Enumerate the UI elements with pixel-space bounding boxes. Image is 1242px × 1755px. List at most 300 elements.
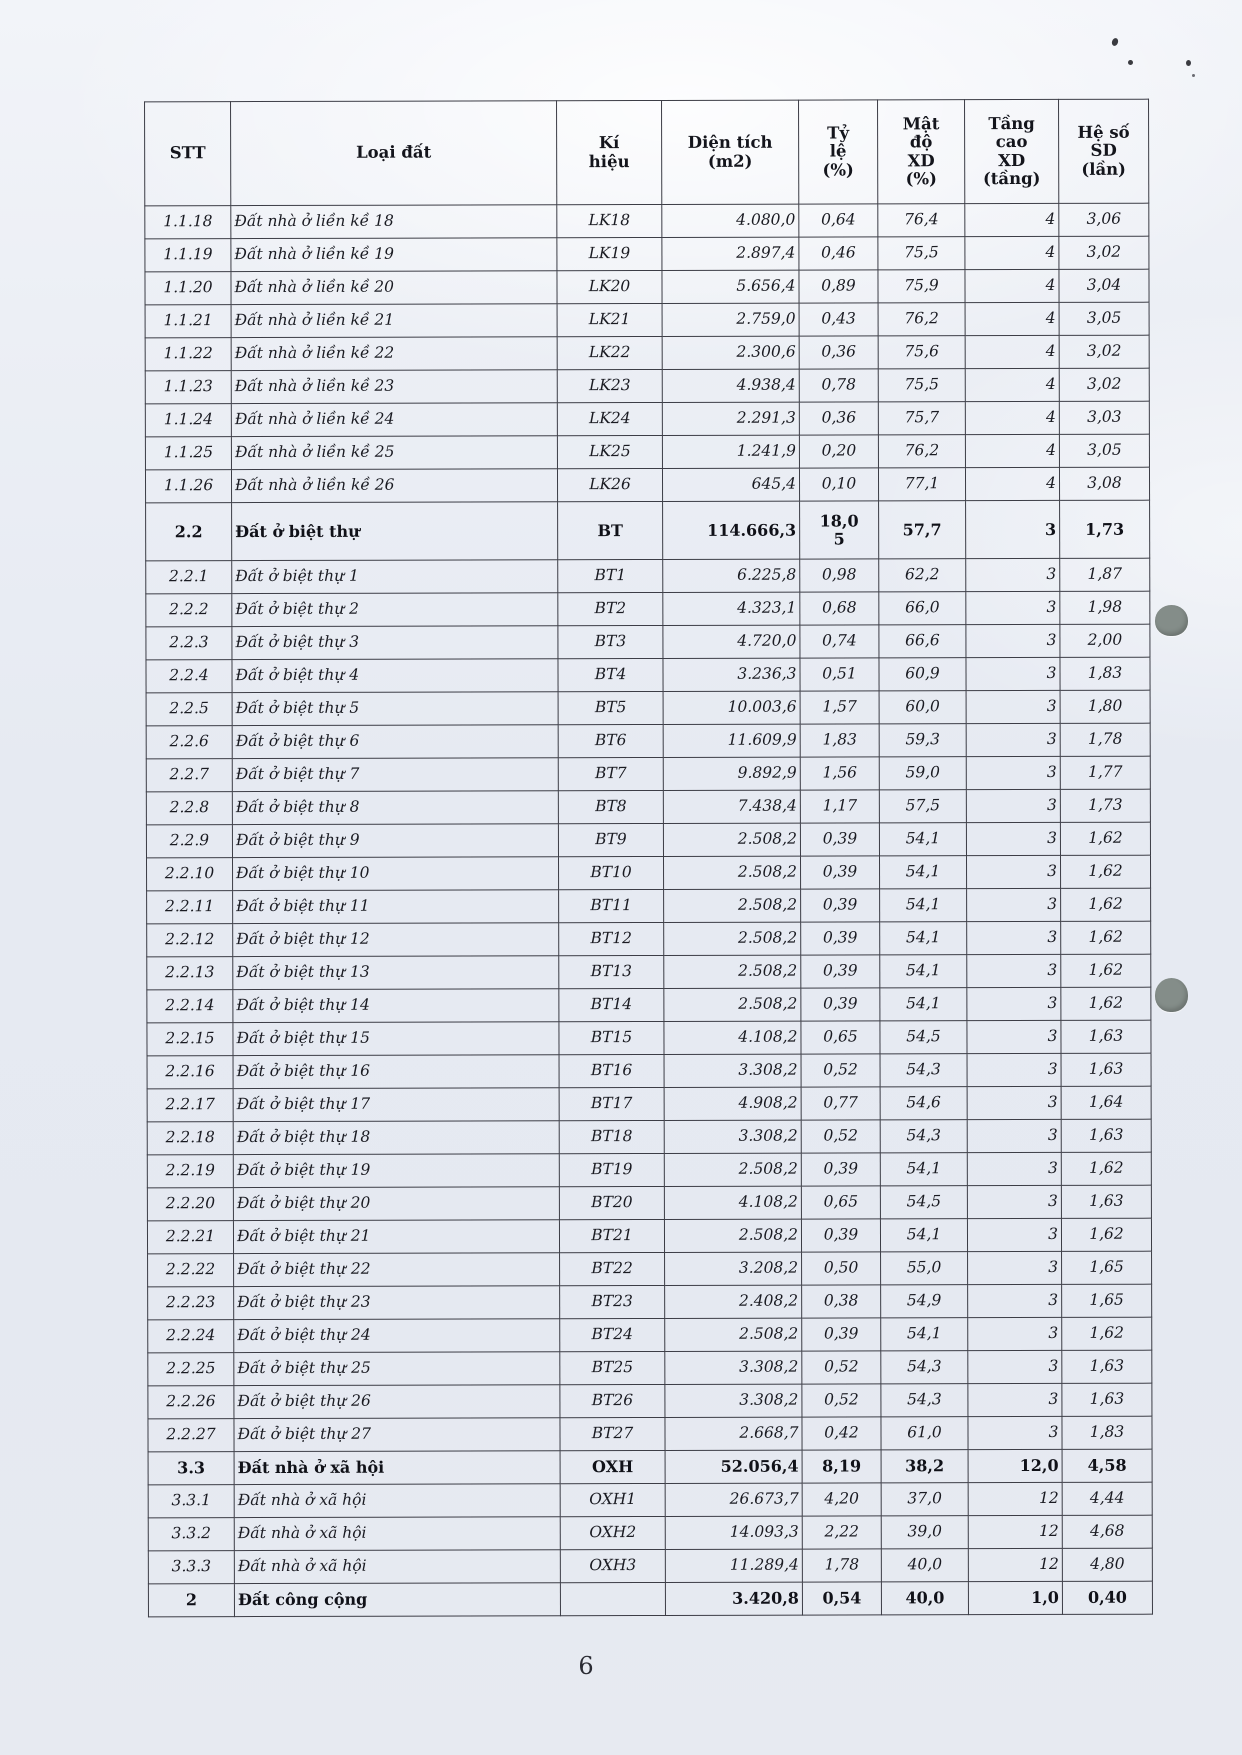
cell-ki_hieu: BT23 [560,1285,665,1318]
cell-loai_dat: Đất ở biệt thự 2 [232,593,558,627]
cell-he_so: 1,63 [1061,1020,1151,1053]
cell-loai_dat: Đất ở biệt thự [232,502,558,561]
cell-he_so: 3,05 [1059,434,1149,467]
cell-ki_hieu: BT2 [558,592,663,625]
cell-dien_tich: 3.308,2 [665,1384,802,1417]
cell-ty_le: 8,19 [802,1450,881,1483]
table-row [148,1416,1152,1452]
cell-loai_dat: Đất ở biệt thự 13 [233,956,559,990]
column-header-stt: STT [145,102,231,206]
cell-loai_dat: Đất ở biệt thự 4 [232,659,558,693]
cell-mat_do: 38,2 [881,1450,968,1483]
cell-stt: 1.1.21 [145,305,231,338]
cell-ty_le: 0,54 [802,1582,881,1615]
cell-loai_dat: Đất nhà ở liền kề 25 [231,436,557,470]
table-row [146,855,1150,891]
cell-loai_dat: Đất ở biệt thự 15 [233,1022,559,1056]
cell-dien_tich: 2.300,6 [662,336,799,369]
cell-ty_le: 0,74 [800,625,879,658]
cell-mat_do: 54,3 [880,1120,967,1153]
table-row [147,987,1151,1023]
cell-loai_dat: Đất ở biệt thự 21 [233,1220,559,1254]
cell-he_so: 3,06 [1059,203,1149,236]
ink-speck [1192,74,1195,77]
cell-mat_do: 54,1 [880,922,967,955]
cell-mat_do: 76,2 [878,435,965,468]
cell-tang_cao: 3 [967,1119,1061,1152]
cell-dien_tich: 114.666,3 [663,501,800,559]
cell-loai_dat: Đất ở biệt thự 24 [234,1319,560,1353]
cell-ki_hieu: OXH3 [560,1549,665,1582]
cell-loai_dat: Đất ở biệt thự 25 [234,1352,560,1386]
table-row [148,1383,1152,1419]
cell-mat_do: 60,0 [879,691,966,724]
cell-loai_dat: Đất nhà ở liền kề 20 [231,271,557,305]
table-row [146,822,1150,858]
cell-ty_le: 0,39 [800,823,879,856]
cell-mat_do: 61,0 [881,1417,968,1450]
land-use-table [144,99,1153,1618]
table-row [147,1218,1151,1254]
cell-dien_tich: 2.508,2 [663,856,800,889]
cell-tang_cao: 3 [966,822,1060,855]
cell-tang_cao: 3 [967,1218,1061,1251]
cell-stt: 2.2.27 [148,1419,234,1452]
table-row [145,302,1149,338]
cell-tang_cao: 12 [968,1482,1062,1515]
cell-tang_cao: 12,0 [968,1449,1062,1482]
cell-tang_cao: 3 [968,1350,1062,1383]
cell-stt: 2.2.20 [147,1188,233,1221]
cell-he_so: 1,65 [1062,1284,1152,1317]
cell-mat_do: 54,1 [881,1318,968,1351]
cell-stt: 1.1.18 [145,206,231,239]
column-header-dien_tich: Diện tích (m2) [662,100,799,204]
cell-dien_tich: 2.508,2 [664,889,801,922]
cell-mat_do: 39,0 [881,1516,968,1549]
table-row [146,789,1150,825]
cell-tang_cao: 4 [965,335,1059,368]
table-row [146,558,1150,594]
cell-dien_tich: 7.438,4 [663,790,800,823]
cell-he_so: 1,64 [1061,1086,1151,1119]
cell-stt: 2.2.9 [146,825,232,858]
cell-dien_tich: 6.225,8 [663,559,800,592]
cell-he_so: 1,62 [1061,921,1151,954]
cell-ki_hieu: OXH2 [560,1516,665,1549]
column-header-ki_hieu: Kí hiệu [557,100,662,204]
cell-he_so: 1,87 [1060,558,1150,591]
cell-loai_dat: Đất ở biệt thự 1 [232,560,558,594]
cell-dien_tich: 2.508,2 [664,922,801,955]
cell-loai_dat: Đất ở biệt thự 7 [232,758,558,792]
cell-ki_hieu: LK22 [557,336,662,369]
cell-dien_tich: 2.291,3 [662,402,799,435]
cell-loai_dat: Đất ở biệt thự 20 [233,1187,559,1221]
cell-dien_tich: 4.323,1 [663,592,800,625]
cell-tang_cao: 3 [966,624,1060,657]
cell-ty_le: 0,98 [800,559,879,592]
cell-stt: 1.1.25 [145,437,231,470]
cell-dien_tich: 2.508,2 [664,955,801,988]
cell-ty_le: 0,52 [802,1384,881,1417]
cell-loai_dat: Đất ở biệt thự 5 [232,692,558,726]
cell-tang_cao: 3 [968,1251,1062,1284]
cell-tang_cao: 12 [968,1548,1062,1581]
cell-ki_hieu: BT7 [558,757,663,790]
cell-ty_le: 0,39 [801,1153,880,1186]
cell-ty_le: 0,50 [802,1252,881,1285]
cell-ty_le: 0,36 [799,402,878,435]
cell-he_so: 1,77 [1060,756,1150,789]
table-row [148,1548,1152,1584]
cell-ki_hieu: LK20 [557,270,662,303]
cell-stt: 3.3.1 [148,1485,234,1518]
cell-loai_dat: Đất nhà ở liền kề 21 [231,304,557,338]
table-row [148,1449,1152,1485]
cell-stt: 2.2 [146,503,232,561]
table-row [147,888,1151,924]
cell-tang_cao: 3 [966,690,1060,723]
cell-ty_le: 0,36 [799,336,878,369]
table-row [145,335,1149,371]
cell-dien_tich: 14.093,3 [665,1516,802,1549]
ink-speck [1111,37,1119,47]
cell-mat_do: 57,7 [879,501,966,559]
cell-loai_dat: Đất nhà ở xã hội [234,1517,560,1551]
table-row [145,269,1149,305]
cell-loai_dat: Đất ở biệt thự 8 [232,791,558,825]
ink-speck [1128,60,1133,65]
cell-mat_do: 62,2 [879,559,966,592]
cell-dien_tich: 2.508,2 [664,1153,801,1186]
table-row [148,1284,1152,1320]
cell-he_so: 1,83 [1062,1416,1152,1449]
cell-mat_do: 75,9 [878,270,965,303]
cell-he_so: 1,63 [1061,1185,1151,1218]
cell-ty_le: 0,39 [800,856,879,889]
cell-he_so: 1,83 [1060,657,1150,690]
cell-dien_tich: 4.108,2 [664,1186,801,1219]
cell-mat_do: 54,5 [880,1021,967,1054]
cell-ty_le: 0,65 [801,1021,880,1054]
cell-mat_do: 66,0 [879,592,966,625]
cell-dien_tich: 645,4 [662,468,799,501]
cell-stt: 1.1.22 [145,338,231,371]
cell-dien_tich: 2.508,2 [663,823,800,856]
cell-he_so: 1,62 [1062,1317,1152,1350]
cell-he_so: 4,44 [1062,1482,1152,1515]
cell-he_so: 1,65 [1062,1251,1152,1284]
cell-ty_le: 1,83 [800,724,879,757]
cell-ki_hieu: BT9 [558,823,663,856]
cell-loai_dat: Đất nhà ở liền kề 19 [231,238,557,272]
table-row [147,954,1151,990]
cell-loai_dat: Đất ở biệt thự 10 [232,857,558,891]
cell-tang_cao: 4 [965,269,1059,302]
cell-stt: 2.2.26 [148,1386,234,1419]
table-row [145,203,1149,239]
cell-mat_do: 54,1 [880,955,967,988]
cell-stt: 3.3.2 [148,1518,234,1551]
cell-ki_hieu: BT22 [560,1252,665,1285]
cell-ki_hieu: BT20 [559,1186,664,1219]
cell-dien_tich: 3.308,2 [664,1120,801,1153]
cell-dien_tich: 3.236,3 [663,658,800,691]
cell-tang_cao: 3 [967,888,1061,921]
cell-ki_hieu: LK24 [557,402,662,435]
cell-ty_le: 1,57 [800,691,879,724]
cell-ki_hieu: BT13 [559,955,664,988]
table-row [146,624,1150,660]
cell-ty_le: 0,39 [801,889,880,922]
cell-tang_cao: 3 [968,1383,1062,1416]
cell-dien_tich: 1.241,9 [662,435,799,468]
page-number: 6 [578,1652,594,1680]
cell-dien_tich: 4.938,4 [662,369,799,402]
cell-mat_do: 54,5 [880,1186,967,1219]
cell-tang_cao: 12 [968,1515,1062,1548]
cell-mat_do: 54,1 [880,988,967,1021]
cell-stt: 2.2.4 [146,660,232,693]
cell-he_so: 3,02 [1059,368,1149,401]
cell-ki_hieu [560,1582,665,1615]
table-row [147,1020,1151,1056]
cell-loai_dat: Đất nhà ở liền kề 24 [231,403,557,437]
cell-tang_cao: 3 [967,1086,1061,1119]
cell-stt: 3.3.3 [148,1551,234,1584]
land-table-body [145,203,1153,1617]
cell-stt: 2.2.6 [146,726,232,759]
cell-mat_do: 54,1 [880,889,967,922]
cell-mat_do: 59,3 [879,724,966,757]
cell-mat_do: 37,0 [881,1483,968,1516]
cell-stt: 1.1.26 [145,470,231,503]
cell-ki_hieu: BT18 [559,1120,664,1153]
cell-dien_tich: 4.908,2 [664,1087,801,1120]
cell-mat_do: 75,7 [878,402,965,435]
cell-tang_cao: 3 [967,921,1061,954]
cell-ty_le: 0,10 [799,468,878,501]
cell-dien_tich: 3.420,8 [665,1582,802,1615]
cell-he_so: 1,80 [1060,690,1150,723]
table-row [146,756,1150,792]
cell-ty_le: 1,17 [800,790,879,823]
cell-he_so: 3,02 [1059,335,1149,368]
cell-mat_do: 77,1 [878,468,965,501]
cell-mat_do: 54,1 [880,1153,967,1186]
cell-tang_cao: 4 [965,434,1059,467]
cell-loai_dat: Đất ở biệt thự 22 [234,1253,560,1287]
cell-stt: 2.2.8 [146,792,232,825]
cell-ki_hieu: LK26 [557,468,662,501]
table-row [148,1581,1152,1617]
cell-tang_cao: 3 [968,1317,1062,1350]
cell-ki_hieu: BT5 [558,691,663,724]
cell-tang_cao: 4 [965,302,1059,335]
table-row [147,1185,1151,1221]
cell-loai_dat: Đất nhà ở liền kề 23 [231,370,557,404]
cell-stt: 2.2.1 [146,561,232,594]
cell-ki_hieu: BT8 [558,790,663,823]
cell-mat_do: 75,6 [878,336,965,369]
cell-tang_cao: 3 [967,1185,1061,1218]
cell-he_so: 2,00 [1060,624,1150,657]
cell-stt: 2.2.15 [147,1023,233,1056]
cell-mat_do: 76,4 [878,204,965,237]
cell-tang_cao: 1,0 [968,1581,1062,1614]
cell-ty_le: 18,0 5 [800,501,879,559]
cell-loai_dat: Đất ở biệt thự 9 [232,824,558,858]
cell-he_so: 1,73 [1060,789,1150,822]
cell-tang_cao: 3 [966,500,1060,558]
cell-mat_do: 54,3 [881,1351,968,1384]
cell-dien_tich: 5.656,4 [662,270,799,303]
cell-ty_le: 0,78 [799,369,878,402]
cell-ty_le: 0,38 [802,1285,881,1318]
cell-he_so: 1,98 [1060,591,1150,624]
punch-hole-bottom [1155,978,1188,1012]
cell-ty_le: 0,46 [799,237,878,270]
cell-ki_hieu: LK19 [557,237,662,270]
cell-ty_le: 0,64 [799,204,878,237]
cell-ki_hieu: BT24 [560,1318,665,1351]
table-row [147,1086,1151,1122]
cell-he_so: 1,62 [1060,855,1150,888]
cell-loai_dat: Đất ở biệt thự 12 [233,923,559,957]
cell-ty_le: 0,51 [800,658,879,691]
table-row [145,467,1149,503]
cell-ty_le: 0,39 [801,1219,880,1252]
cell-ty_le: 1,56 [800,757,879,790]
cell-dien_tich: 52.056,4 [665,1450,802,1483]
cell-mat_do: 54,1 [879,856,966,889]
cell-stt: 2.2.10 [146,858,232,891]
cell-he_so: 1,62 [1061,954,1151,987]
cell-tang_cao: 3 [966,756,1060,789]
header-row [145,99,1149,206]
cell-he_so: 1,62 [1061,987,1151,1020]
cell-stt: 2.2.19 [147,1155,233,1188]
cell-stt: 2.2.16 [147,1056,233,1089]
cell-he_so: 3,02 [1059,236,1149,269]
cell-stt: 2.2.22 [148,1254,234,1287]
cell-loai_dat: Đất ở biệt thự 18 [233,1121,559,1155]
cell-dien_tich: 3.208,2 [665,1252,802,1285]
cell-stt: 2.2.7 [146,759,232,792]
cell-mat_do: 59,0 [879,757,966,790]
cell-stt: 2.2.13 [147,957,233,990]
table-row [147,1053,1151,1089]
cell-ty_le: 0,42 [802,1417,881,1450]
cell-loai_dat: Đất ở biệt thự 11 [233,890,559,924]
cell-dien_tich: 4.108,2 [664,1021,801,1054]
cell-ty_le: 0,39 [801,955,880,988]
table-row [145,236,1149,272]
table-row [146,723,1150,759]
cell-dien_tich: 10.003,6 [663,691,800,724]
cell-tang_cao: 3 [966,558,1060,591]
cell-stt: 1.1.20 [145,272,231,305]
cell-he_so: 1,62 [1061,1218,1151,1251]
cell-stt: 2.2.2 [146,594,232,627]
table-row [147,1152,1151,1188]
cell-ty_le: 4,20 [802,1483,881,1516]
cell-he_so: 3,05 [1059,302,1149,335]
cell-ty_le: 0,68 [800,592,879,625]
cell-tang_cao: 3 [966,855,1060,888]
cell-mat_do: 66,6 [879,625,966,658]
cell-mat_do: 54,3 [880,1054,967,1087]
cell-tang_cao: 3 [967,1053,1061,1086]
cell-loai_dat: Đất ở biệt thự 6 [232,725,558,759]
cell-stt: 2.2.17 [147,1089,233,1122]
cell-he_so: 1,62 [1061,1152,1151,1185]
cell-ki_hieu: BT1 [558,559,663,592]
cell-ki_hieu: BT14 [559,988,664,1021]
table-row [145,368,1149,404]
cell-ki_hieu: BT12 [559,922,664,955]
cell-dien_tich: 2.508,2 [664,1219,801,1252]
cell-stt: 2.2.25 [148,1353,234,1386]
cell-tang_cao: 4 [965,236,1059,269]
cell-loai_dat: Đất nhà ở xã hội [234,1451,560,1485]
cell-dien_tich: 4.080,0 [662,204,799,237]
cell-dien_tich: 4.720,0 [663,625,800,658]
cell-tang_cao: 4 [965,368,1059,401]
cell-dien_tich: 3.308,2 [665,1351,802,1384]
column-header-ty_le: Tỷ lệ (%) [799,100,878,204]
cell-he_so: 1,63 [1061,1053,1151,1086]
cell-dien_tich: 9.892,9 [663,757,800,790]
cell-ty_le: 0,39 [801,922,880,955]
cell-ki_hieu: LK23 [557,369,662,402]
cell-stt: 2 [148,1584,234,1617]
cell-stt: 2.2.3 [146,627,232,660]
cell-ty_le: 0,39 [802,1318,881,1351]
cell-ki_hieu: BT16 [559,1054,664,1087]
cell-ki_hieu: BT17 [559,1087,664,1120]
cell-loai_dat: Đất ở biệt thự 17 [233,1088,559,1122]
cell-mat_do: 76,2 [878,303,965,336]
cell-mat_do: 54,9 [881,1285,968,1318]
cell-he_so: 3,08 [1059,467,1149,500]
cell-mat_do: 54,1 [880,1219,967,1252]
cell-tang_cao: 4 [965,401,1059,434]
cell-ki_hieu: OXH [560,1450,665,1483]
cell-stt: 1.1.23 [145,371,231,404]
cell-stt: 2.2.12 [147,924,233,957]
cell-ki_hieu: LK21 [557,303,662,336]
cell-ki_hieu: BT27 [560,1417,665,1450]
cell-mat_do: 57,5 [879,790,966,823]
cell-tang_cao: 3 [968,1416,1062,1449]
cell-ki_hieu: BT21 [559,1219,664,1252]
cell-stt: 1.1.19 [145,239,231,272]
cell-mat_do: 60,9 [879,658,966,691]
cell-ty_le: 0,52 [802,1351,881,1384]
cell-tang_cao: 3 [967,987,1061,1020]
cell-ty_le: 1,78 [802,1549,881,1582]
table-row [148,1350,1152,1386]
table-row [146,591,1150,627]
cell-tang_cao: 4 [965,203,1059,236]
cell-ty_le: 0,39 [801,988,880,1021]
cell-ki_hieu: BT6 [558,724,663,757]
cell-loai_dat: Đất nhà ở xã hội [234,1484,560,1518]
cell-loai_dat: Đất ở biệt thự 19 [233,1154,559,1188]
cell-dien_tich: 3.308,2 [664,1054,801,1087]
